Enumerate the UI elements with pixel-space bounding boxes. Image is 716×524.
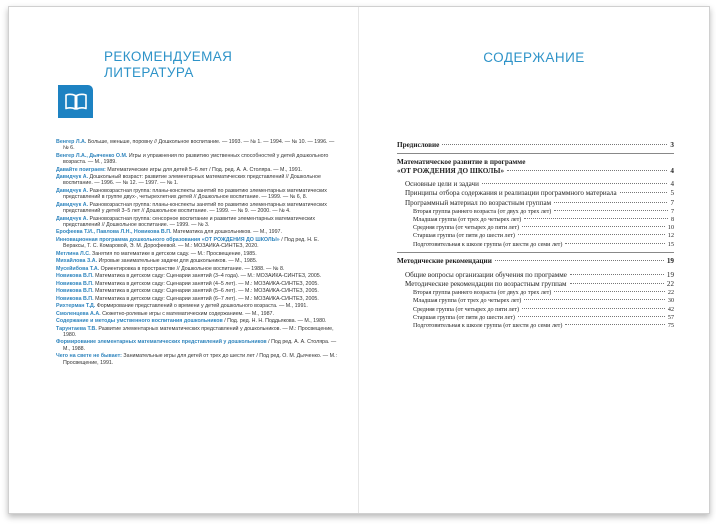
toc-entry-goals[interactable]: Основные цели и задачи 4 [405,180,674,189]
reference-item: Рихтерман Т.Д. Формирование представлений о времени у детей дошкольного возраста. — М., 1991. [56,303,308,310]
toc-entry-program-material[interactable]: Программный материал по возрастным группам 7 [405,198,674,207]
reference-item: Михайлова З.А. Игровые занимательные задачи для дошкольников. — М., 1985. [56,258,258,265]
toc-section-heading: Математическое развитие в программе [397,158,526,166]
toc-entry-group[interactable]: Вторая группа раннего возраста (от двух до трех лет) 22 [413,290,674,297]
toc-entry-group[interactable]: Младшая группа (от трех до четырех лет) 8 [413,217,674,223]
reference-item: Венгер Л.А. Больше, меньше, поровну // Дошкольное воспитание. — 1993. — № 1. — 1994. — № 10. — 1996. — № 6. [56,139,335,152]
reference-item: Мусейибова Т.А. Ориентировка в пространстве // Дошкольное воспитание. — 1988. — № 8. [56,265,285,272]
toc-entry-method-by-age[interactable]: Методические рекомендации по возрастным группам 22 [405,280,674,289]
reference-item: Давайте поиграем: Математические игры для детей 5–6 лет / Под. ред. А. А. Столяра. — М., 1991. [56,166,303,173]
toc-entry-group[interactable]: Старшая группа (от пяти до шести лет) 12 [413,233,674,240]
reference-item: Метлина Л.С. Занятия по математике в детском саду. — М.: Просвещение, 1985. [56,250,257,257]
toc-entry-general-questions[interactable]: Общие вопросы организации обучения по программе 19 [405,270,674,279]
reference-item: Давидчук А. Разновозрастная группа: сенсорное воспитание и развитие элементарных математических представлений // Дошкольное воспитание. — 1999. — № 3. [56,215,316,228]
toc-entry-group[interactable]: Подготовительная к школе группа (от шести до семи лет) 75 [413,323,674,330]
book-spread [8,6,710,514]
reference-item: Содержание и методы умственного воспитания дошкольников / Под. ред. Н. Н. Поддьякова. — М., 1980. [56,318,327,325]
contents-heading: СОДЕРЖАНИЕ [483,50,585,65]
reference-item: Смоленцева А.А. Сюжетно-ролевые игры с математическим содержанием. — М., 1987. [56,310,274,317]
divider [397,252,674,253]
reference-item: Новикова В.П. Математика в детском саду: Сценарии занятий (3–4 года). — М.: МОЗАИКА-СИНТЕЗ, 2005. [56,273,322,280]
open-book-icon [58,85,93,118]
reference-item: Новикова В.П. Математика в детском саду: Сценарии занятий (5–6 лет). — М.: МОЗАИКА-СИНТЕЗ, 2005. [56,288,319,295]
reference-item: Давидчук А. Разновозрастная группа: планы-конспекты занятий по развитию элементарных математических представлений у детей 3–5 лет // Дошкольное воспитание. — 1999. — № 9. — 2000. — № 4. [56,201,327,215]
toc-entry-group[interactable]: Средняя группа (от четырех до пяти лет) 10 [413,225,674,232]
toc-entry-group[interactable]: Младшая группа (от трех до четырех лет) 30 [413,298,674,305]
reference-list [56,139,341,367]
toc-entry-program-title[interactable]: «ОТ РОЖДЕНИЯ ДО ШКОЛЫ» 4 [397,166,674,175]
divider [397,153,674,154]
literature-heading: РЕКОМЕНДУЕМАЯ ЛИТЕРАТУРА [104,49,233,80]
toc-entry-principles[interactable]: Принципы отбора содержания и реализации программного материала 5 [405,189,674,198]
toc-entry-group[interactable]: Вторая группа раннего возраста (от двух до трех лет) 7 [413,208,674,215]
reference-item: Чего на свете не бывает: Занимательные игры для детей от трех до шести лет / Под ред. О. М. Дьяченко. — М.: Просвещение, 1991. [56,353,337,366]
reference-item: Венгер Л.А., Дьяченко О.М. Игры и упражнения по развитию умственных способностей у детей дошкольного возраста. — М., 1989. [56,152,329,166]
toc-entry-preface[interactable]: Предисловие 3 [397,141,674,149]
toc-entry-method-recs[interactable]: Методические рекомендации 19 [397,256,674,265]
reference-item: Формирование элементарных математических представлений у дошкольников / Под ред. А. А. Столяра. — М., 1988. [56,339,337,352]
reference-item: Инновационная программа дошкольного образования «ОТ РОЖДЕНИЯ ДО ШКОЛЫ» / Под ред. Н. Е. Вераксы, Т. С. Комаровой, Э. М. Дорофеевой. — М.: МОЗАИКА-СИНТЕЗ, 2020. [56,236,319,250]
toc-entry-group[interactable]: Подготовительная к школе группа (от шести до семи лет) 15 [413,241,674,248]
toc-entry-group[interactable]: Средняя группа (от четырех до пяти лет) 42 [413,306,674,313]
reference-item: Новикова В.П. Математика в детском саду: Сценарии занятий (6–7 лет). — М.: МОЗАИКА-СИНТЕЗ, 2005. [56,295,319,302]
reference-item: Тарунтаева Т.В. Развитие элементарных математических представлений у дошкольников. — М.: Просвещение, 1980. [56,325,334,338]
left-page [9,7,359,513]
reference-item: Ерофеева Т.И., Павлова Л.Н., Новикова В.П. Математика для дошкольников. — М., 1997. [56,229,282,236]
table-of-contents [397,141,674,330]
reference-item: Давидчук А. Разновозрастная группа: планы-конспекты занятий по развитию элементарных математических представлений в группе двух-, четырехлетних детей // Дошкольное воспитание. — 1999. — № 6, 8. [56,187,327,201]
reference-item: Давидчук А. Дошкольный возраст: развитие элементарных математических представлений // Дошкольное воспитание. — 1996. — № 12. — 1997. — № 1. [56,174,321,187]
reference-item: Новикова В.П. Математика в детском саду: Сценарии занятий (4–5 лет). — М.: МОЗАИКА-СИНТЕЗ, 2005. [56,280,319,287]
right-page [359,7,709,513]
toc-entry-group[interactable]: Старшая группа (от пяти до шести лет) 57 [413,314,674,321]
